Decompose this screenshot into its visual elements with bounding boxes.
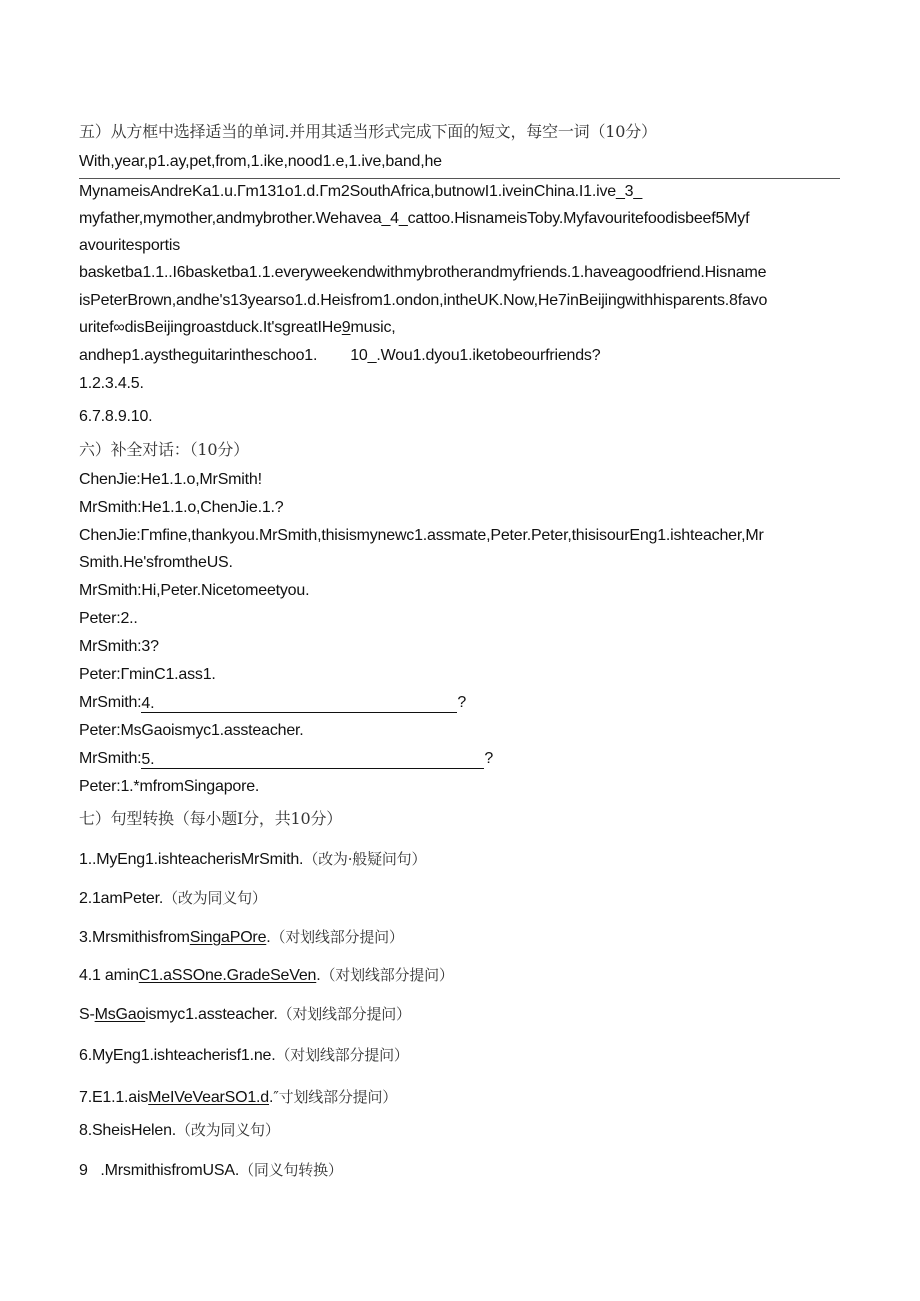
question-8: 8.SheisHelen.（改为同义句）	[79, 1121, 280, 1139]
blank-9-underlined: 9	[341, 319, 351, 336]
question-4: 4.1 aminC1.aSSOne.GradeSeVen.（对划线部分提问）	[79, 966, 454, 984]
passage-line-6: uritef∞disBeijingroastduck.It'sgreatIHe9music,	[79, 319, 396, 336]
passage-line-4: basketba1.1..I6basketba1.1.everyweekendwithmybrotherandmyfriends.1.haveagoodfriend.Hisname	[79, 264, 767, 281]
dialogue-line-5: MrSmith:Hi,Peter.Nicetomeetyou.	[79, 582, 310, 599]
dialogue-line-2: MrSmith:He1.1.o,ChenJie.1.?	[79, 499, 284, 516]
section6-heading: 六）补全对话：（10分）	[79, 440, 249, 459]
question-6: 6.MyEng1.ishteacherisf1.ne.（对划线部分提问）	[79, 1046, 409, 1064]
answer-blank-4[interactable]: 4.	[141, 694, 457, 713]
dialogue-line-8: Peter:ГminC1.ass1.	[79, 666, 216, 683]
dialogue-line-blank-5: MrSmith:5. ?	[79, 750, 494, 768]
question-1: 1..MyEng1.ishteacherisMrSmith.（改为·般疑问句）	[79, 850, 427, 868]
passage-line-2: myfather,mymother,andmybrother.Wehavea_4_cattoo.HisnameisToby.Myfavouritefoodisbeef5Myf	[79, 210, 750, 227]
dialogue-line-7: MrSmith:3?	[79, 638, 159, 655]
question-2: 2.1amPeter.（改为同义句）	[79, 889, 267, 907]
section5-heading: 五）从方框中选择适当的单词.并用其适当形式完成下面的短文，每空一词（10分）	[79, 122, 657, 141]
dialogue-line-3: ChenJie:Гmfine,thankyou.MrSmith,thisismynewc1.assmate,Peter.Peter,thisisourEng1.ishteacher,Mr	[79, 527, 764, 544]
question-3: 3.MrsmithisfromSingaPOre.（对划线部分提问）	[79, 928, 404, 946]
passage-line-1: MynameisAndreKa1.u.Гm131o1.d.Гm2SouthAfrica,butnowI1.iveinChina.I1.ive_3_	[79, 183, 643, 200]
dialogue-line-4: Smith.He'sfromtheUS.	[79, 554, 233, 571]
passage-line-5: isPeterBrown,andhe's13yearso1.d.Heisfrom1.ondon,intheUK.Now,He7inBeijingwithhisparents.8favo	[79, 292, 768, 309]
dialogue-line-1: ChenJie:He1.1.o,MrSmith!	[79, 471, 262, 488]
dialogue-line-blank-4: MrSmith:4. ?	[79, 694, 467, 712]
dialogue-line-10: Peter:1.*mfromSingapore.	[79, 778, 260, 795]
answer-row-2: 6.7.8.9.10.	[79, 408, 153, 425]
section7-heading: 七）句型转换（每小题I分，共10分）	[79, 809, 343, 828]
answer-blank-5[interactable]: 5.	[141, 750, 484, 769]
answer-row-1: 1.2.3.4.5.	[79, 375, 144, 392]
question-7: 7.E1.1.aisMeIVeVearSO1.d.″寸划线部分提问）	[79, 1088, 398, 1106]
passage-line-7: andhep1.aystheguitarintheschoo1. 10_.Wou1.dyou1.iketobeourfriends?	[79, 347, 601, 364]
question-5: S-MsGaoismyc1.assteacher.（对划线部分提问）	[79, 1005, 411, 1023]
dialogue-line-9: Peter:MsGaoismyc1.assteacher.	[79, 722, 304, 739]
word-box: With,year,p1.ay,pet,from,1.ike,nood1.e,1.ive,band,he	[79, 153, 442, 170]
word-box-divider	[79, 178, 840, 179]
dialogue-line-6: Peter:2..	[79, 610, 138, 627]
question-9: 9 .MrsmithisfromUSA.（同义句转换）	[79, 1161, 343, 1179]
passage-line-3: avouritesportis	[79, 237, 181, 254]
